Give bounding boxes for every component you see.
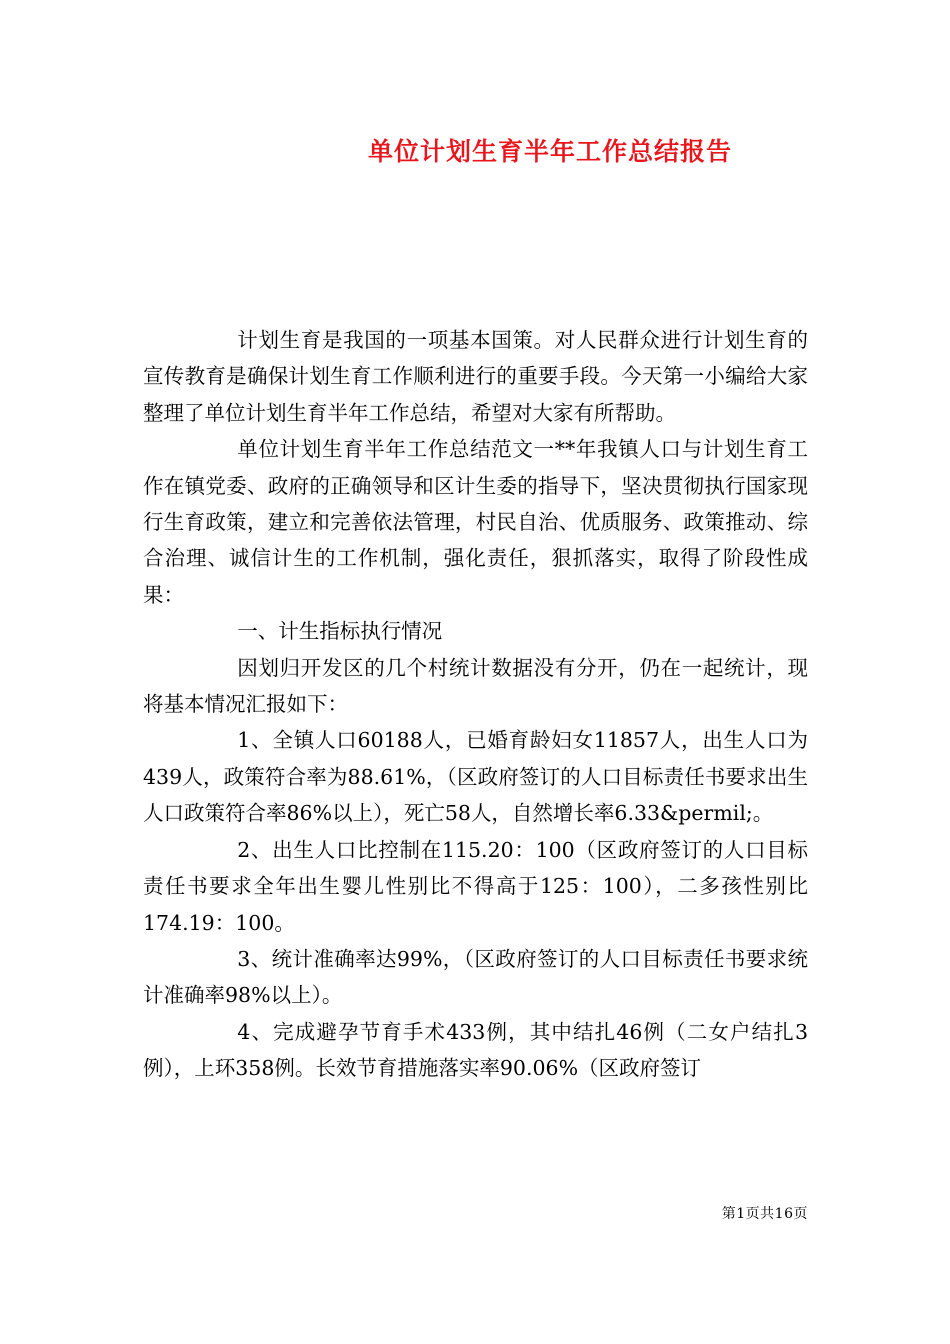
document-body [143, 322, 808, 1087]
paragraph-stats-note: 因划归开发区的几个村统计数据没有分开，仍在一起统计，现将基本情况汇报如下： [143, 655, 808, 717]
paragraph-item-4: 4、完成避孕节育手术433例，其中结扎46例（二女户结扎3例），上环358例。长效节育措施落实率90.06%（区政府签订 [143, 1019, 808, 1081]
document-title: 单位计划生育半年工作总结报告 [367, 137, 732, 166]
paragraph-intro: 计划生育是我国的一项基本国策。对人民群众进行计划生育的宣传教育是确保计划生育工作顺利进行的重要手段。今天第一小编给大家整理了单位计划生育半年工作总结，希望对大家有所帮助。 [143, 328, 808, 425]
paragraph-item-1: 1、全镇人口60188人，已婚育龄妇女11857人，出生人口为439人，政策符合率为88.61%，（区政府签订的人口目标责任书要求出生人口政策符合率86%以上），死亡58人，自然增长率6.33&permil;。 [143, 728, 808, 826]
paragraph-item-3: 3、统计准确率达99%，（区政府签订的人口目标责任书要求统计准确率98%以上）。 [143, 946, 808, 1008]
paragraph-summary: 单位计划生育半年工作总结范文一**年我镇人口与计划生育工作在镇党委、政府的正确领导和区计生委的指导下，坚决贯彻执行国家现行生育政策，建立和完善依法管理，村民自治、优质服务、政策推动、综合治理、诚信计生的工作机制，强化责任，狠抓落实，取得了阶段性成果： [143, 437, 808, 607]
section-heading: 一、计生指标执行情况 [237, 619, 443, 644]
page-number: 第1页共16页 [721, 1206, 808, 1222]
paragraph-item-2: 2、出生人口比控制在115.20：100（区政府签订的人口目标责任书要求全年出生婴儿性别比不得高于125：100），二多孩性别比174.19：100。 [143, 837, 808, 935]
